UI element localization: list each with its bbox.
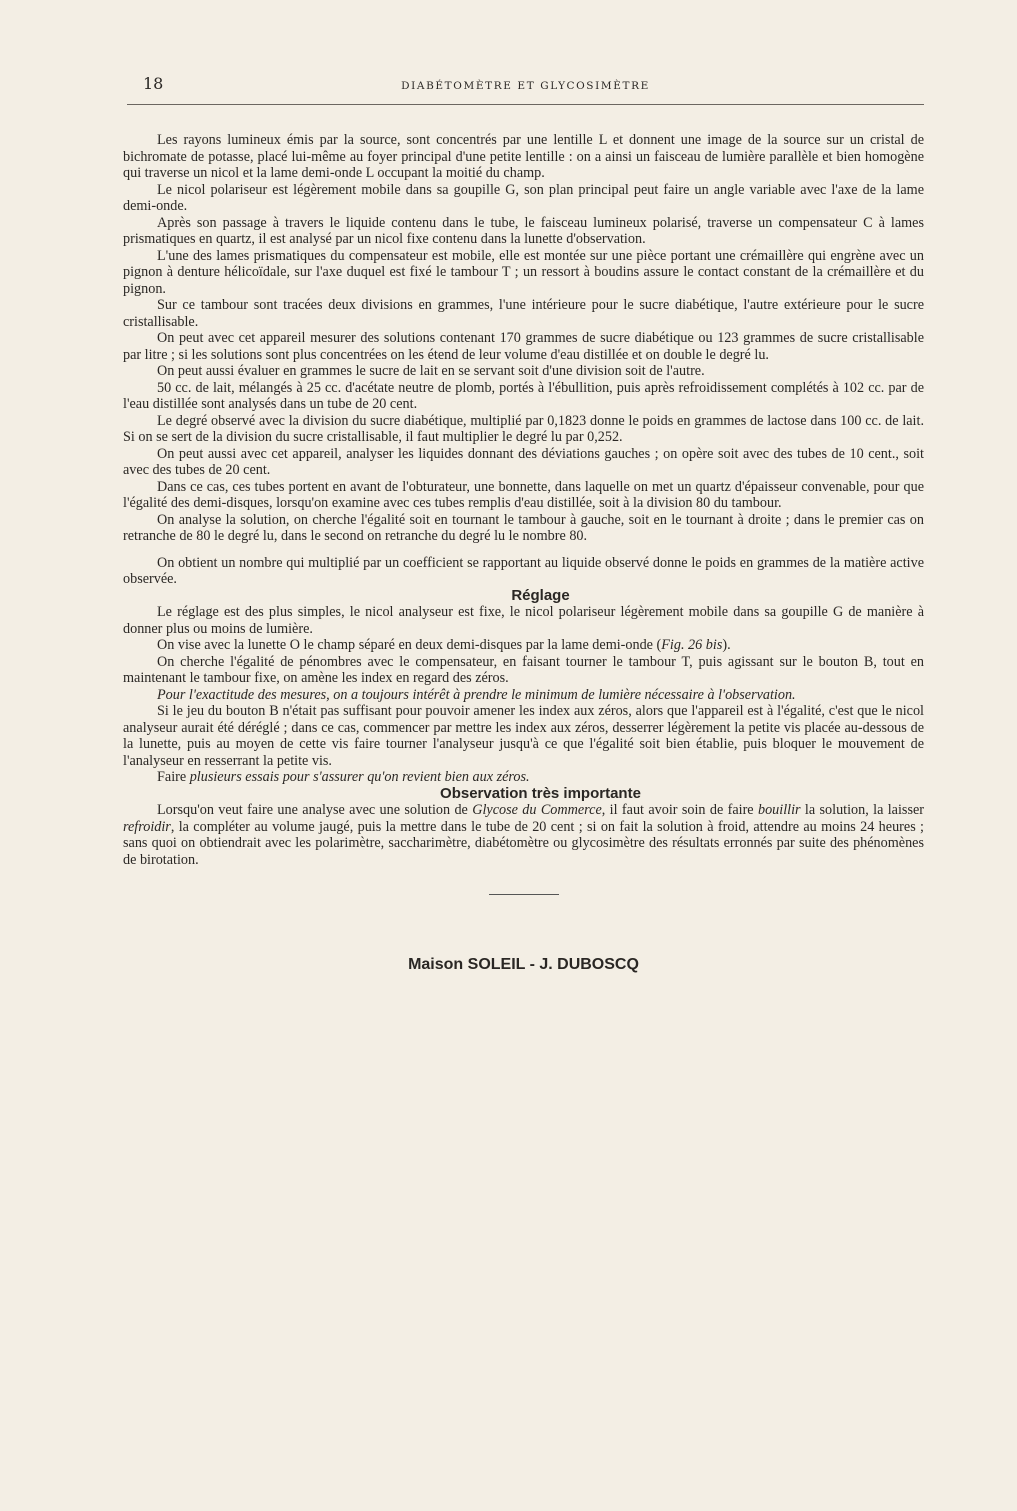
paragraph-text: la solution, la laisser (800, 802, 924, 818)
paragraph: Les rayons lumineux émis par la source, sont concentrés par une lentille L et donnent une image de la source sur un cristal de bichromate de potasse, placé lui-même au foyer principal d'une petite lentille : on a ainsi un faisceau de lumière parallèle et bien homogène qui traverse un nicol et la lame demi-onde L occupant la moitié du champ. (123, 132, 924, 181)
paragraph-italic (123, 687, 924, 704)
italic-text: plusieurs essais pour s'assurer qu'on revient bien aux zéros. (189, 769, 530, 785)
paragraph-text: , il faut avoir soin de faire (601, 802, 758, 818)
separator-rule (489, 894, 559, 895)
italic-text: Glycose du Commerce (472, 802, 602, 818)
paragraph: On peut avec cet appareil mesurer des solutions contenant 170 grammes de sucre diabétique ou 123 grammes de sucre cristallisable par litre ; si les solutions sont plus concentrées on les étend de leur volume d'eau distillée et on double le degré lu. (123, 330, 924, 363)
figure-reference: Fig. 26 bis (661, 637, 723, 653)
paragraph: On obtient un nombre qui multiplié par un coefficient se rapportant au liquide observé donne le poids en grammes de la matière active observée. (123, 554, 924, 587)
paragraph: On analyse la solution, on cherche l'égalité soit en tournant le tambour à gauche, soit en le tournant à droite ; dans le premier cas on retranche de 80 le degré lu, dans le second on retranche du degré lu le nombre 80. (123, 511, 924, 544)
running-title: DIABÉTOMÈTRE ET GLYCOSIMÈTRE (401, 80, 650, 92)
paragraph-text: On vise avec la lunette O le champ séparé en deux demi-disques par la lame demi-onde ( (157, 637, 662, 653)
page-number: 18 (143, 74, 164, 93)
paragraph: Dans ce cas, ces tubes portent en avant de l'obturateur, une bonnette, dans laquelle on met un quartz d'épaisseur convenable, pour que l'égalité des demi-disques, lorsqu'on examine avec ces tubes remplis d'eau distillée, soit à la division 80 du tambour. (123, 478, 924, 511)
italic-text: Pour l'exactitude des mesures, on a toujours intérêt à prendre le minimum de lumière nécessaire à l'observation. (157, 686, 796, 703)
paragraph: Sur ce tambour sont tracées deux divisions en grammes, l'une intérieure pour le sucre diabétique, l'autre extérieure pour le sucre cristallisable. (123, 297, 924, 330)
paragraph (123, 769, 924, 786)
footer-imprint: Maison SOLEIL - J. DUBOSCQ (408, 956, 639, 973)
paragraph: Le réglage est des plus simples, le nicol analyseur est fixe, le nicol polariseur légèrement mobile dans sa goupille G de manière à donner plus ou moins de lumière. (123, 604, 924, 637)
paragraph: On cherche l'égalité de pénombres avec le compensateur, en faisant tourner le tambour T, puis agissant sur le bouton B, tout en maintenant le tambour fixe, on amène les index en regard des zéros. (123, 653, 924, 686)
italic-text: bouillir (757, 802, 801, 818)
paragraph-text: ). (722, 637, 731, 653)
section-heading-reglage: Réglage (511, 586, 570, 604)
paragraph: On peut aussi évaluer en grammes le sucre de lait en se servant soit d'une division soit de l'autre. (157, 363, 705, 379)
page-header (127, 72, 924, 105)
paragraph-text: , la compléter au volume jaugé, puis la mettre dans le tube de 20 cent ; si on fait la solution à froid, attendre au moins 24 heures ; sans quoi on obtiendrait avec les polarimètre, saccharimètre, diabétomètre ou glycosimètre des résultats erronnés par suite des phénomènes de birotation. (123, 818, 924, 868)
paragraph (123, 802, 924, 868)
paragraph: Si le jeu du bouton B n'était pas suffisant pour pouvoir amener les index aux zéros, alors que l'appareil est à l'égalité, c'est que le nicol analyseur aurait été déréglé ; dans ce cas, commencer par mettre les index aux zéros, desserrer légèrement la petite vis placée au-dessous de la lunette, puis au moyen de cette vis faire tourner l'analyseur jusqu'à ce que l'égalité soit bien établie, puis bloquer le mouvement de l'analyseur en resserrant la petite vis. (123, 703, 924, 769)
paragraph-text: Faire (157, 769, 190, 785)
italic-text: refroidir (123, 818, 171, 835)
paragraph: 50 cc. de lait, mélangés à 25 cc. d'acétate neutre de plomb, portés à l'ébullition, puis après refroidissement complétés à 102 cc. par de l'eau distillée sont analysés dans un tube de 20 cent. (123, 379, 924, 412)
paragraph (123, 637, 924, 654)
section-heading-observation: Observation très importante (440, 784, 641, 802)
paragraph: Le degré observé avec la division du sucre diabétique, multiplié par 0,1823 donne le poids en grammes de lactose dans 100 cc. de lait. Si on se sert de la division du sucre cristallisable, il faut multiplier le degré lu par 0,252. (123, 412, 924, 445)
paragraph: Après son passage à travers le liquide contenu dans le tube, le faisceau lumineux polarisé, traverse un compensateur C à lames prismatiques en quartz, il est analysé par un nicol fixe contenu dans la lunette d'observation. (123, 214, 924, 247)
paragraph: On peut aussi avec cet appareil, analyser les liquides donnant des déviations gauches ; on opère soit avec des tubes de 10 cent., soit avec des tubes de 20 cent. (123, 445, 924, 478)
paragraph-text: Lorsqu'on veut faire une analyse avec une solution de (157, 802, 473, 818)
paragraph: Le nicol polariseur est légèrement mobile dans sa goupille G, son plan principal peut faire un angle variable avec l'axe de la lame demi-onde. (123, 181, 924, 214)
paragraph: L'une des lames prismatiques du compensateur est mobile, elle est montée sur une pièce portant une crémaillère qui engrène avec un pignon à denture hélicoïdale, sur l'axe duquel est fixé le tambour T ; un ressort à boudins assure le contact constant de la crémaillère et du pignon. (123, 247, 924, 297)
body-text (123, 132, 924, 974)
